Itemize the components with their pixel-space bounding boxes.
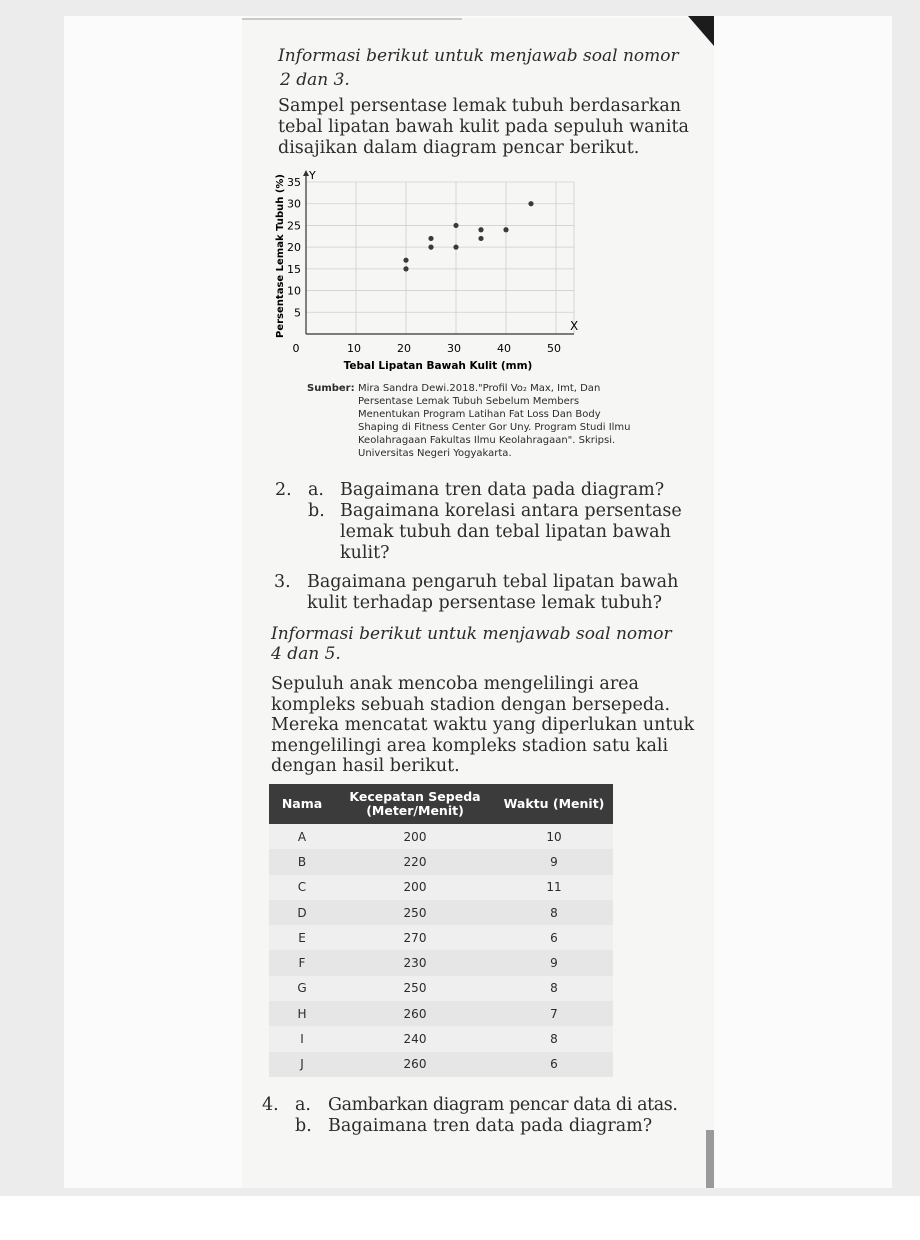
y-tick-label: 10 (287, 284, 301, 298)
table-cell: 11 (495, 875, 613, 900)
paragraph2-line: Sepuluh anak mencoba mengelilingi area (271, 674, 639, 694)
table-cell: F (269, 950, 335, 975)
data-point (428, 236, 433, 241)
q4-b-text: Bagaimana tren data pada diagram? (328, 1116, 653, 1136)
paragraph1-line: tebal lipatan bawah kulit pada sepuluh wanita (278, 117, 689, 137)
table-row (269, 976, 613, 1001)
table-cell: C (269, 875, 335, 900)
table-cell: 230 (335, 950, 495, 975)
table-cell: 250 (335, 900, 495, 925)
x-tick-label: 50 (547, 342, 561, 355)
data-point (453, 245, 458, 250)
scatter-chart (270, 168, 590, 378)
x-axis-label: Tebal Lipatan Bawah Kulit (mm) (343, 360, 533, 372)
y-axis-letter: Y (309, 169, 316, 182)
table-cell: 8 (495, 900, 613, 925)
q4-a-text: Gambarkan diagram pencar data di atas. (328, 1095, 678, 1115)
table-cell: 200 (335, 824, 495, 849)
source-line: Shaping di Fitness Center Gor Uny. Program Studi Ilmu (358, 422, 631, 433)
q3-number: 3. (274, 572, 291, 592)
intro1-line2: 2 dan 3. (280, 70, 350, 90)
data-point (403, 266, 408, 271)
data-point (478, 236, 483, 241)
y-tick-label: 35 (287, 176, 301, 189)
data-point (528, 201, 533, 206)
page-edge-shadow (706, 1130, 714, 1188)
table-header-row (269, 784, 613, 824)
x-tick-label: 20 (397, 342, 411, 355)
source-line: Menentukan Program Latihan Fat Loss Dan Body (358, 409, 601, 420)
chart-gridlines (306, 182, 574, 334)
data-point (478, 227, 483, 232)
data-point (403, 258, 408, 263)
table-header-cell: Kecepatan Sepeda (Meter/Menit) (335, 784, 495, 824)
page-corner-shadow (688, 16, 714, 46)
table-cell: 260 (335, 1052, 495, 1077)
table-cell: 10 (495, 824, 613, 849)
table-cell: 240 (335, 1026, 495, 1051)
paragraph2-line: mengelilingi area kompleks stadion satu kali (271, 736, 669, 756)
data-point (428, 245, 433, 250)
page-top-rule (242, 18, 462, 20)
table-cell: B (269, 849, 335, 874)
table-cell: D (269, 900, 335, 925)
q2-a-text: Bagaimana tren data pada diagram? (340, 480, 665, 500)
source-line: Mira Sandra Dewi.2018."Profil Vo₂ Max, Imt, Dan (358, 383, 601, 394)
table-cell: 9 (495, 849, 613, 874)
table-cell: J (269, 1052, 335, 1077)
paragraph2-line: kompleks sebuah stadion dengan bersepeda. (271, 695, 671, 715)
intro1-line1: Informasi berikut untuk menjawab soal nomor (278, 46, 679, 66)
q2-b-line: Bagaimana korelasi antara persentase (340, 501, 682, 521)
table-cell: 6 (495, 1052, 613, 1077)
q4-b-label: b. (295, 1116, 312, 1136)
table-cell: 6 (495, 925, 613, 950)
table-cell: I (269, 1026, 335, 1051)
table-cell: H (269, 1001, 335, 1026)
table-row (269, 1052, 613, 1077)
table-cell: G (269, 976, 335, 1001)
table-row (269, 1026, 613, 1051)
y-tick-label: 20 (287, 241, 301, 255)
data-point (453, 223, 458, 228)
intro2-line2: 4 dan 5. (271, 644, 341, 664)
x-tick-label: 0 (292, 342, 300, 355)
y-tick-label: 30 (287, 197, 301, 211)
table-row (269, 875, 613, 900)
q4-a-label: a. (295, 1095, 311, 1115)
paragraph1-line: disajikan dalam diagram pencar berikut. (278, 138, 640, 158)
q2-b-label: b. (308, 501, 325, 521)
x-tick-label: 30 (447, 342, 461, 355)
table-row (269, 824, 613, 849)
table-header-cell: Nama (269, 784, 335, 824)
table-cell: 220 (335, 849, 495, 874)
paragraph2-line: dengan hasil berikut. (271, 756, 460, 776)
table-row (269, 849, 613, 874)
table-cell: 7 (495, 1001, 613, 1026)
q4-number: 4. (262, 1095, 279, 1115)
table-cell: A (269, 824, 335, 849)
x-tick-label: 10 (347, 342, 361, 355)
source-line: Keolahragaan Fakultas Ilmu Keolahragaan". Skripsi. (358, 435, 616, 446)
y-tick-label: 15 (287, 262, 301, 276)
speed-time-table (269, 784, 613, 1077)
q3-line: kulit terhadap persentase lemak tubuh? (307, 593, 662, 613)
y-tick-label: 25 (287, 219, 301, 233)
q2-b-line: lemak tubuh dan tebal lipatan bawah (340, 522, 671, 542)
table-cell: 8 (495, 976, 613, 1001)
q3-line: Bagaimana pengaruh tebal lipatan bawah (307, 572, 679, 592)
source-label: Sumber: (307, 383, 355, 394)
intro2-line1: Informasi berikut untuk menjawab soal nomor (271, 624, 672, 644)
paragraph2-line: Mereka mencatat waktu yang diperlukan untuk (271, 715, 695, 735)
y-tick-label: 5 (294, 306, 301, 320)
table-row (269, 900, 613, 925)
table-cell: 270 (335, 925, 495, 950)
q2-number: 2. (275, 480, 292, 500)
table-cell: 260 (335, 1001, 495, 1026)
table-cell: 9 (495, 950, 613, 975)
table-cell: 250 (335, 976, 495, 1001)
x-axis-letter: X (570, 319, 579, 333)
q2-a-label: a. (308, 480, 324, 500)
table-row (269, 950, 613, 975)
source-line: Universitas Negeri Yogyakarta. (358, 448, 512, 459)
table-row (269, 1001, 613, 1026)
data-point (503, 227, 508, 232)
table-cell: E (269, 925, 335, 950)
y-axis-label: Persentase Lemak Tubuh (%) (275, 174, 286, 338)
source-line: Persentase Lemak Tubuh Sebelum Members (358, 396, 580, 407)
x-tick-label: 40 (497, 342, 511, 355)
table-cell: 8 (495, 1026, 613, 1051)
q2-b-line: kulit? (340, 543, 390, 563)
bottom-strip (0, 1196, 920, 1240)
paragraph1-line: Sampel persentase lemak tubuh berdasarkan (278, 96, 682, 116)
table-row (269, 925, 613, 950)
table-header-cell: Waktu (Menit) (495, 784, 613, 824)
table-cell: 200 (335, 875, 495, 900)
